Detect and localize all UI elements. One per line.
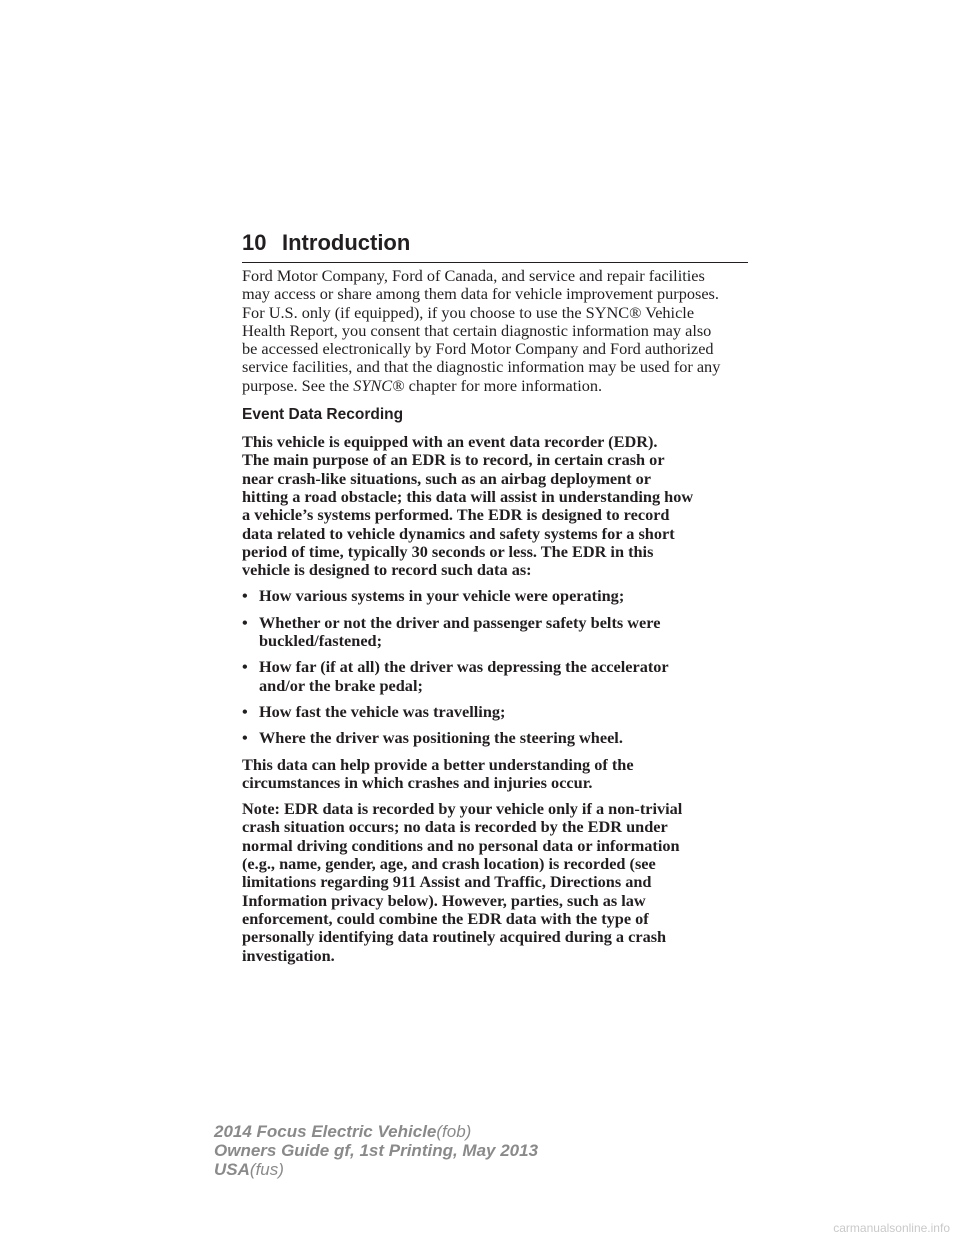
- edr-intro-paragraph: [242, 433, 752, 579]
- page-content: [242, 267, 752, 973]
- list-item: [242, 729, 752, 747]
- text-line: Health Report, you consent that certain diagnostic information may also: [242, 320, 712, 340]
- section-title: Introduction: [282, 230, 411, 255]
- text-line: and/or the brake pedal;: [259, 675, 423, 695]
- text-line: service facilities, and that the diagnostic information may be used for any: [242, 357, 721, 377]
- text-segment: purpose. See the: [242, 375, 354, 395]
- page-number: 10: [242, 230, 267, 255]
- text-line: normal driving conditions and no personal data or information: [242, 835, 680, 855]
- edr-understanding-paragraph: [242, 756, 752, 793]
- event-data-recording-heading: Event Data Recording: [242, 406, 404, 424]
- text-line: Information privacy below). However, parties, such as law: [242, 890, 646, 910]
- text-line: crash situation occurs; no data is recorded by the EDR under: [242, 817, 668, 837]
- text-line: This data can help provide a better understanding of the: [242, 754, 634, 774]
- text-line: a vehicle’s systems performed. The EDR is designed to record: [242, 505, 670, 525]
- list-item: [242, 614, 752, 651]
- footer-line: [214, 1160, 538, 1179]
- footer-market: USA: [214, 1160, 250, 1179]
- edr-note-paragraph: [242, 800, 752, 965]
- bullet-icon: •: [242, 701, 248, 721]
- text-line: Note: EDR data is recorded by your vehicle only if a non-trivial: [242, 799, 683, 819]
- text-line: circumstances in which crashes and injuries occur.: [242, 772, 593, 792]
- text-line: How fast the vehicle was travelling;: [259, 701, 506, 721]
- bullet-icon: •: [242, 657, 248, 677]
- footer-code: (fob): [436, 1122, 472, 1141]
- text-line: This vehicle is equipped with an event data recorder (EDR).: [242, 432, 658, 452]
- footer-vehicle: 2014 Focus Electric Vehicle: [214, 1122, 437, 1141]
- footer-line: [214, 1141, 538, 1160]
- text-line: enforcement, could combine the EDR data with the type of: [242, 908, 649, 928]
- text-line: (e.g., name, gender, age, and crash location) is recorded (see: [242, 854, 656, 874]
- intro-paragraph: [242, 267, 752, 395]
- text-line: Ford Motor Company, Ford of Canada, and service and repair facilities: [242, 266, 705, 285]
- text-line: period of time, typically 30 seconds or less. The EDR in this: [242, 541, 654, 561]
- page-header: [242, 228, 748, 263]
- text-line: How far (if at all) the driver was depressing the accelerator: [259, 657, 669, 677]
- list-item: [242, 703, 752, 721]
- text-line: investigation.: [242, 945, 335, 965]
- text-line: How various systems in your vehicle were operating;: [259, 586, 625, 606]
- bullet-icon: •: [242, 612, 248, 632]
- text-line: Whether or not the driver and passenger safety belts were: [259, 612, 661, 632]
- watermark: carmanualsonline.info: [833, 1221, 950, 1235]
- bullet-icon: •: [242, 728, 248, 748]
- text-line: buckled/fastened;: [259, 631, 383, 651]
- text-line: be accessed electronically by Ford Motor Company and Ford authorized: [242, 339, 714, 359]
- text-line: limitations regarding 911 Assist and Traffic, Directions and: [242, 872, 652, 892]
- footer-printing: Owners Guide gf, 1st Printing, May 2013: [214, 1141, 539, 1160]
- text-line: [242, 376, 602, 395]
- text-line: hitting a road obstacle; this data will assist in understanding how: [242, 486, 694, 506]
- text-line: personally identifying data routinely acquired during a crash: [242, 927, 667, 947]
- list-item: [242, 587, 752, 605]
- text-line: may access or share among them data for vehicle improvement purposes.: [242, 284, 719, 304]
- text-line: The main purpose of an EDR is to record, in certain crash or: [242, 450, 665, 470]
- footer-line: [214, 1122, 538, 1141]
- bullet-icon: •: [242, 586, 248, 606]
- text-line: Where the driver was positioning the steering wheel.: [259, 728, 623, 748]
- text-line: vehicle is designed to record such data as:: [242, 560, 532, 580]
- list-item: [242, 658, 752, 695]
- text-line: For U.S. only (if equipped), if you choose to use the SYNC® Vehicle: [242, 302, 695, 322]
- text-line: near crash-like situations, such as an airbag deployment or: [242, 468, 652, 488]
- footer-code: (fus): [249, 1160, 284, 1179]
- text-segment: chapter for more information.: [404, 375, 603, 395]
- sync-chapter-reference: SYNC®: [353, 375, 405, 395]
- text-line: data related to vehicle dynamics and safety systems for a short: [242, 523, 675, 543]
- print-footer: [214, 1122, 538, 1179]
